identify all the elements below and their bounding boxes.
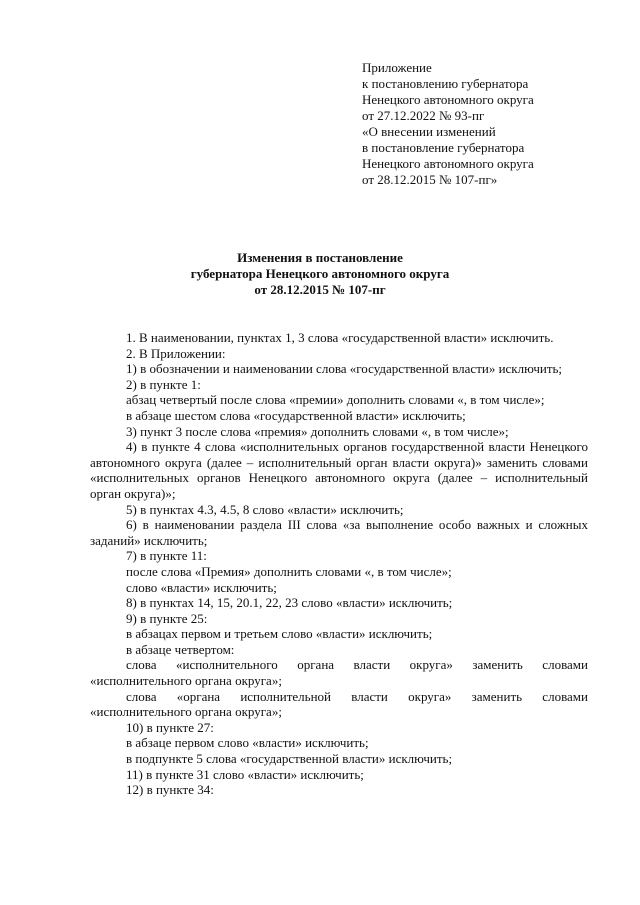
paragraph: 2. В Приложении: (126, 345, 226, 361)
paragraph: в подпункте 5 слова «государственной власти» исключить; (126, 751, 453, 767)
document-body (90, 330, 588, 798)
title-line: от 28.12.2015 № 107-пг (254, 282, 386, 297)
paragraph: после слова «Премия» дополнить словами «, в том числе»; (126, 563, 452, 579)
appendix-header (362, 60, 622, 188)
paragraph: 12) в пункте 34: (126, 782, 214, 798)
paragraph: 11) в пункте 31 слово «власти» исключить; (126, 766, 364, 782)
paragraph: 7) в пункте 11: (126, 548, 207, 564)
paragraph: 5) в пунктах 4.3, 4.5, 8 слово «власти» исключить; (126, 501, 404, 517)
paragraph: 3) пункт 3 после слова «премия» дополнить словами «, в том числе»; (126, 423, 509, 439)
appendix-line: «О внесении изменений (362, 124, 496, 139)
paragraph: 6) в наименовании раздела III слова «за выполнение особо важных и сложных заданий» исключить; (90, 517, 588, 548)
paragraph: в абзаце первом слово «власти» исключить; (126, 735, 369, 751)
paragraph: 9) в пункте 25: (126, 610, 208, 626)
paragraph: в абзаце шестом слова «государственной власти» исключить; (126, 407, 466, 423)
paragraph: 4) в пункте 4 слова «исполнительных органов государственной власти Ненецкого автономного округа (далее – исполнительный орган власти округа)» заменить словами «исполнительных органов Ненецкого автономного округа (далее – исполнительный орган округа)»; (90, 439, 588, 501)
paragraph: слова «органа исполнительной власти округа» заменить словами «исполнительного органа округа»; (90, 688, 588, 720)
title-line: Изменения в постановление (237, 250, 403, 265)
appendix-line: от 28.12.2015 № 107-пг» (362, 172, 498, 187)
title-line: губернатора Ненецкого автономного округа (190, 266, 450, 281)
document-title (0, 250, 640, 298)
paragraph: 10) в пункте 27: (126, 719, 214, 735)
appendix-line: Приложение (362, 60, 432, 75)
paragraph: 8) в пунктах 14, 15, 20.1, 22, 23 слово «власти» исключить; (126, 595, 453, 611)
paragraph: 2) в пункте 1: (126, 376, 201, 392)
appendix-line: в постановление губернатора (362, 140, 525, 155)
paragraph: слова «исполнительного органа власти округа» заменить словами «исполнительного органа округа»; (90, 657, 588, 689)
paragraph: в абзаце четвертом: (126, 641, 235, 657)
paragraph: 1. В наименовании, пунктах 1, 3 слова «государственной власти» исключить. (126, 330, 554, 345)
appendix-line: Ненецкого автономного округа (362, 92, 534, 107)
paragraph: абзац четвертый после слова «премии» дополнить словами «, в том числе»; (126, 392, 545, 408)
appendix-line: к постановлению губернатора (362, 76, 529, 91)
paragraph: в абзацах первом и третьем слово «власти» исключить; (126, 626, 433, 642)
paragraph: слово «власти» исключить; (126, 579, 277, 595)
paragraph: 1) в обозначении и наименовании слова «государственной власти» исключить; (126, 361, 563, 377)
appendix-line: от 27.12.2022 № 93-пг (362, 108, 485, 123)
appendix-line: Ненецкого автономного округа (362, 156, 534, 171)
